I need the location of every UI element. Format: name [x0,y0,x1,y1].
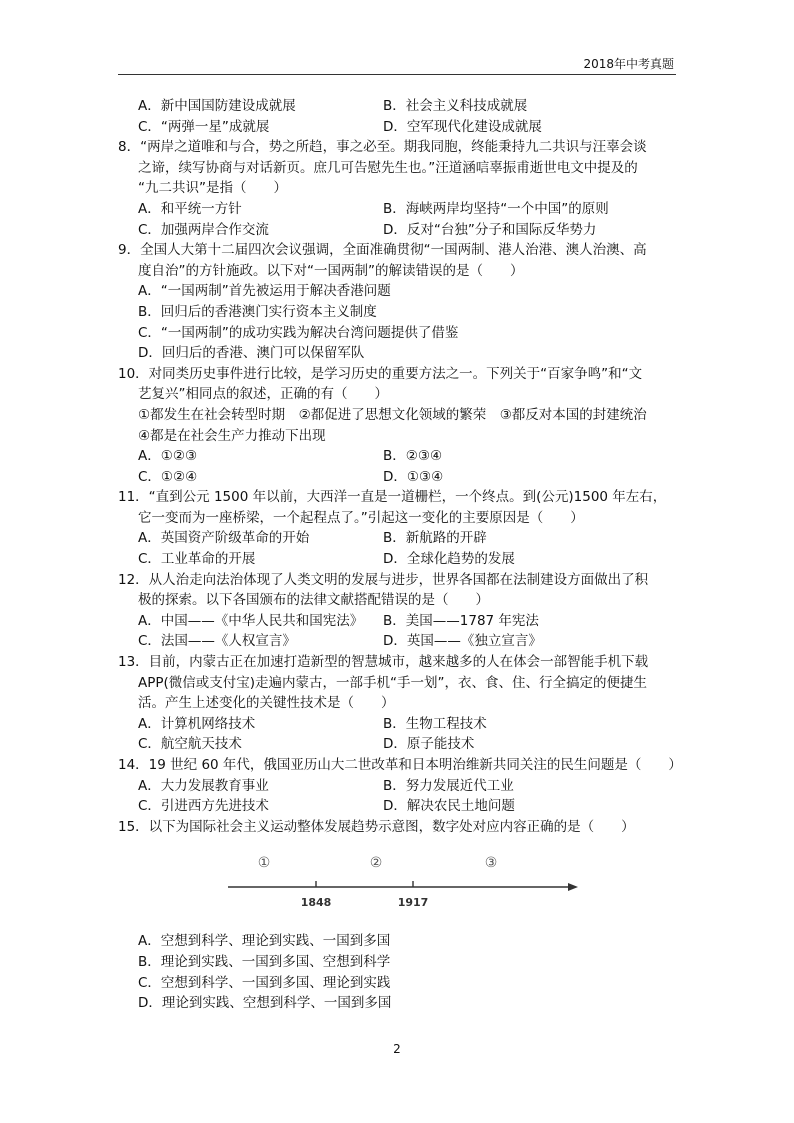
q13-line-2: APP(微信或支付宝)走遍内蒙古，一部手机“手一划”，衣、食、住、行全搞定的便捷生 [138,674,648,691]
q15-option-d: D．理论到实践、空想到科学、一国到多国 [138,995,392,1012]
question-9 [118,240,678,364]
q9-option-a: A．“一国两制”首先被运用于解决香港问题 [138,283,391,300]
q12-line-2: 极的探索。以下各国颁布的法律文献搭配错误的是（ ） [138,592,489,609]
q11-line-2: 它一变而为一座桥梁，一个起程点了。”引起这一变化的主要原因是（ ） [138,509,584,526]
q11-option-a: A．英国资产阶级革命的开始 [138,530,310,547]
q13-line-1: 13．目前，内蒙古正在加速打造新型的智慧城市，越来越多的人在体会一部智能手机下载 [118,654,649,671]
question-15 [118,817,678,1014]
q8-option-a: A．和平统一方针 [138,200,242,217]
q11-option-c: C．工业革命的开展 [138,551,256,568]
q10-option-b: B．②③④ [383,448,443,465]
q14-option-d: D．解决农民土地问题 [383,798,515,815]
q15-option-b: B．理论到实践、一国到多国、空想到科学 [138,953,391,970]
q9-option-c: C．“一国两制”的成功实践为解决台湾问题提供了借鉴 [138,324,459,341]
q7-option-d: D．空军现代化建设成就展 [383,118,542,135]
q12-option-a: A．中国——《中华人民共和国宪法》 [138,612,364,629]
q14-options [118,776,678,817]
timeline-diagram [118,851,678,925]
q8-option-b: B．海峡两岸均坚持“一个中国”的原则 [383,200,609,217]
q13-option-b: B．生物工程技术 [383,715,487,732]
q8-option-c: C．加强两岸合作交流 [138,221,269,238]
timeline-marker-3: ③ [484,855,498,872]
q9-option-b: B．回归后的香港澳门实行资本主义制度 [138,303,377,320]
q12-option-c: C．法国——《人权宣言》 [138,633,296,650]
q9-line-1: 9．全国人大第十二届四次会议强调，全面准确贯彻“一国两制、港人治港、澳人治澳、高 [118,242,647,259]
q8-options [118,199,678,240]
question-8 [118,137,678,240]
year-label-1917: 1917 [397,896,429,910]
q8-line-1: 8．“两岸之道唯和与合，势之所趋，事之必至。期我同胞，终能秉持九二共识与汪辜会谈 [118,139,647,156]
exam-content [118,96,682,1014]
q12-options [118,611,678,652]
q10-option-c: C．①②④ [138,468,198,485]
question-13 [118,652,678,755]
q14-option-c: C．引进西方先进技术 [138,798,269,815]
q11-options [118,528,678,569]
q14-option-b: B．努力发展近代工业 [383,777,514,794]
q13-line-3: 活。产生上述变化的关键性技术是（ ） [138,695,395,712]
q12-option-d: D．英国——《独立宣言》 [383,633,542,650]
q9-option-d: D．回归后的香港、澳门可以保留军队 [138,345,365,362]
q13-option-d: D．原子能技术 [383,736,475,753]
q12-option-b: B．美国——1787 年宪法 [383,612,539,629]
question-14 [118,755,682,817]
header-title: 2018年中考真题 [583,57,674,71]
timeline-arrowhead [568,883,578,891]
q11-option-d: D．全球化趋势的发展 [383,551,515,568]
q11-line-1: 11．“直到公元 1500 年以前，大西洋一直是一道栅栏，一个终点。到(公元)1500 年左右， [118,489,667,506]
q14-option-a: A．大力发展教育事业 [138,777,269,794]
q7-option-a: A．新中国国防建设成就展 [138,98,296,114]
q10-options [118,446,678,487]
year-label-1848: 1848 [300,896,332,910]
q7-option-c: C．“两弹一星”成就展 [138,118,270,135]
timeline-svg [228,851,578,921]
question-12 [118,570,678,652]
q11-option-b: B．新航路的开辟 [383,530,487,547]
q12-line-1: 12．从人治走向法治体现了人类文明的发展与进步，世界各国都在法制建设方面做出了积 [118,571,649,588]
q9-line-2: 度自治”的方针施政。以下对“一国两制”的解读错误的是（ ） [138,262,524,279]
q15-option-a: A．空想到科学、理论到实践、一国到多国 [138,933,391,950]
page-number: 2 [393,1042,401,1056]
q13-options [118,714,678,755]
q10-line-1: 10．对同类历史事件进行比较，是学习历史的重要方法之一。下列关于“百家争鸣”和“文 [118,365,643,382]
question-11 [118,487,678,569]
q10-line-3: ①都发生在社会转型时期 ②都促进了思想文化领域的繁荣 ③都反对本国的封建统治 [138,406,647,423]
q7-options [118,96,678,137]
page-header [118,52,676,75]
question-10 [118,364,678,488]
q10-line-4: ④都是在社会生产力推动下出现 [138,427,326,444]
q15-option-c: C．空想到科学、一国到多国、理论到实践 [138,974,391,991]
q7-option-b: B．社会主义科技成就展 [383,98,528,114]
q14-line-1: 14．19 世纪 60 年代，俄国亚历山大二世改革和日本明治维新共同关注的民生问题是（ ） [118,757,682,773]
q8-line-3: “九二共识”是指（ ） [138,180,287,197]
q8-line-2: 之谛，续写协商与对话新页。庶几可告慰先生也。”汪道涵唁辜振甫逝世电文中提及的 [138,159,638,176]
timeline-marker-1: ① [257,855,271,872]
q10-line-2: 艺复兴”相同点的叙述，正确的有（ ） [138,386,388,403]
q8-option-d: D．反对“台独”分子和国际反华势力 [383,221,597,238]
q10-option-a: A．①②③ [138,448,198,465]
q13-option-c: C．航空航天技术 [138,736,242,753]
q15-line-1: 15．以下为国际社会主义运动整体发展趋势示意图，数字处对应内容正确的是（ ） [118,818,635,835]
timeline-marker-2: ② [369,855,383,872]
q13-option-a: A．计算机网络技术 [138,715,256,732]
q10-option-d: D．①③④ [383,468,444,485]
